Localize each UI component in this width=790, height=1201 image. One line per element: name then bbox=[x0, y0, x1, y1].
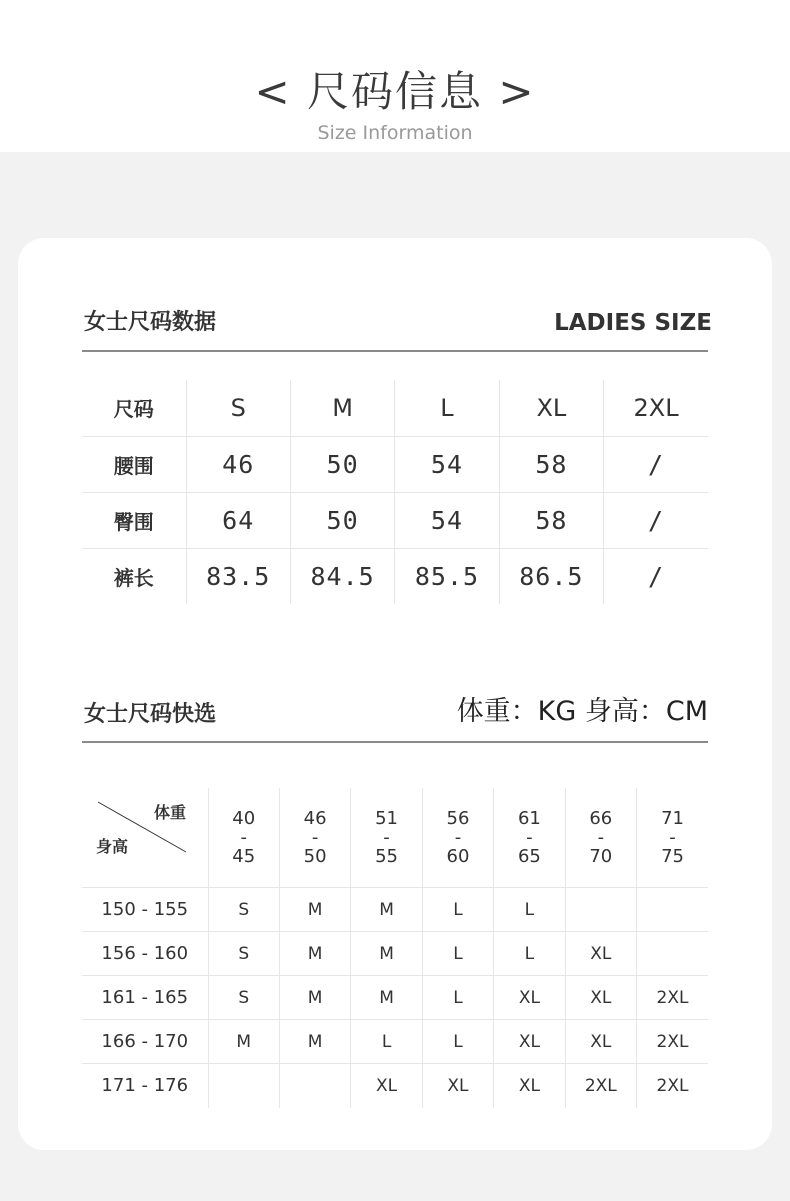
table-cell: 50 bbox=[290, 492, 394, 548]
table-cell: XL bbox=[565, 932, 636, 976]
weight-range-cell: 71 - 75 bbox=[637, 788, 708, 888]
table-cell bbox=[565, 888, 636, 932]
height-range-cell: 166 - 170 bbox=[82, 1020, 208, 1064]
weight-range-cell: 46 - 50 bbox=[279, 788, 350, 888]
table-cell: 2XL bbox=[637, 1064, 708, 1108]
table-cell: 64 bbox=[186, 492, 290, 548]
page-subtitle: Size Information bbox=[317, 122, 473, 144]
page-header bbox=[0, 0, 790, 152]
weight-range-cell: 56 - 60 bbox=[422, 788, 493, 888]
height-range-cell: 161 - 165 bbox=[82, 976, 208, 1020]
table-row bbox=[82, 888, 708, 932]
table-cell: S bbox=[208, 888, 279, 932]
weight-range-cell: 40 - 45 bbox=[208, 788, 279, 888]
table-cell: L bbox=[422, 888, 493, 932]
table-cell: L bbox=[422, 976, 493, 1020]
table-cell: S bbox=[186, 380, 290, 436]
table-cell bbox=[279, 1064, 350, 1108]
table-cell: 臀围 bbox=[82, 492, 186, 548]
table-cell: L bbox=[494, 888, 565, 932]
table-cell: 腰围 bbox=[82, 436, 186, 492]
table-cell: 50 bbox=[290, 436, 394, 492]
section-divider bbox=[82, 350, 708, 352]
page-title: < 尺码信息 > bbox=[254, 67, 536, 116]
table-cell: M bbox=[290, 380, 394, 436]
table-cell: 裤长 bbox=[82, 548, 186, 604]
table-cell: 2XL bbox=[565, 1064, 636, 1108]
table-cell: M bbox=[208, 1020, 279, 1064]
table-cell: M bbox=[351, 888, 422, 932]
table-cell bbox=[637, 888, 708, 932]
table-row bbox=[82, 492, 708, 548]
table-cell bbox=[637, 932, 708, 976]
height-label: 身高 bbox=[96, 837, 129, 856]
table-row bbox=[82, 1020, 708, 1064]
size-data-title: 女士尺码数据 bbox=[84, 310, 217, 335]
table-cell: 86.5 bbox=[499, 548, 603, 604]
table-cell: XL bbox=[351, 1064, 422, 1108]
table-cell: XL bbox=[494, 1020, 565, 1064]
table-cell: L bbox=[494, 932, 565, 976]
table-cell: / bbox=[604, 548, 708, 604]
table-cell: L bbox=[422, 1020, 493, 1064]
weight-range-cell: 66 - 70 bbox=[565, 788, 636, 888]
quick-select-table bbox=[82, 788, 708, 1108]
weight-range-cell: 51 - 55 bbox=[351, 788, 422, 888]
table-cell: 58 bbox=[499, 436, 603, 492]
table-cell: 2XL bbox=[637, 1020, 708, 1064]
height-range-cell: 171 - 176 bbox=[82, 1064, 208, 1108]
diagonal-header bbox=[82, 788, 208, 887]
size-data-table bbox=[82, 380, 708, 604]
table-cell: XL bbox=[565, 1020, 636, 1064]
table-cell: 83.5 bbox=[186, 548, 290, 604]
table-cell: XL bbox=[565, 976, 636, 1020]
table-cell: / bbox=[604, 492, 708, 548]
table-cell: S bbox=[208, 976, 279, 1020]
table-cell: 2XL bbox=[637, 976, 708, 1020]
table-cell: 尺码 bbox=[113, 397, 154, 422]
ladies-size-label: LADIES SIZE bbox=[554, 310, 712, 336]
table-cell: M bbox=[351, 932, 422, 976]
height-range-cell: 156 - 160 bbox=[82, 932, 208, 976]
table-row bbox=[82, 380, 708, 436]
table-cell: L bbox=[351, 1020, 422, 1064]
quick-select-title: 女士尺码快选 bbox=[84, 702, 217, 727]
table-cell: 84.5 bbox=[290, 548, 394, 604]
height-range-cell: 150 - 155 bbox=[82, 888, 208, 932]
section-divider bbox=[82, 741, 708, 743]
table-cell: 46 bbox=[186, 436, 290, 492]
table-cell: 85.5 bbox=[395, 548, 499, 604]
table-cell: S bbox=[208, 932, 279, 976]
table-cell: L bbox=[395, 380, 499, 436]
weight-range-cell: 61 - 65 bbox=[494, 788, 565, 888]
table-cell: XL bbox=[494, 976, 565, 1020]
table-row bbox=[82, 976, 708, 1020]
table-cell: M bbox=[279, 888, 350, 932]
units-label: 体重：KG 身高：CM bbox=[456, 696, 708, 727]
weight-label: 体重 bbox=[153, 803, 186, 822]
table-cell: 58 bbox=[499, 492, 603, 548]
table-cell: M bbox=[279, 932, 350, 976]
table-cell: / bbox=[604, 436, 708, 492]
table-cell: L bbox=[422, 932, 493, 976]
table-row bbox=[82, 436, 708, 492]
table-cell bbox=[208, 1064, 279, 1108]
table-cell: 54 bbox=[395, 436, 499, 492]
table-cell: XL bbox=[422, 1064, 493, 1108]
table-cell: M bbox=[279, 1020, 350, 1064]
table-cell: 54 bbox=[395, 492, 499, 548]
table-row bbox=[82, 548, 708, 604]
table-cell: XL bbox=[494, 1064, 565, 1108]
table-cell: 2XL bbox=[604, 380, 708, 436]
corner-cell bbox=[82, 788, 208, 888]
table-cell: M bbox=[279, 976, 350, 1020]
table-cell: XL bbox=[499, 380, 603, 436]
table-row bbox=[82, 932, 708, 976]
table-cell: M bbox=[351, 976, 422, 1020]
table-row bbox=[82, 788, 708, 888]
table-row bbox=[82, 1064, 708, 1108]
